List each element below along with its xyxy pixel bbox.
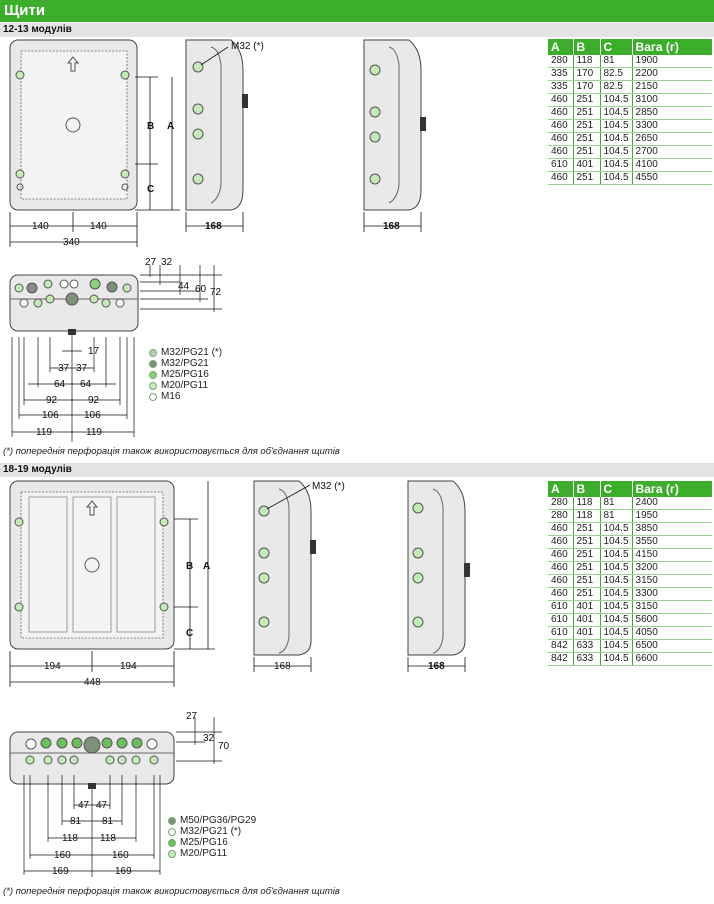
cell: 460 — [548, 575, 573, 588]
dim-160-left: 160 — [54, 850, 71, 861]
table-row — [548, 523, 712, 536]
dim-64-right: 64 — [80, 379, 92, 390]
legend-label: M25/PG16 — [180, 837, 228, 848]
cell: 104.5 — [600, 94, 632, 107]
cell: 1950 — [632, 510, 712, 523]
cell: 104.5 — [600, 523, 632, 536]
cell: 2400 — [632, 497, 712, 510]
dim-c-label: C — [186, 628, 194, 639]
col-header-b: B — [573, 481, 600, 497]
dim-169-right: 169 — [115, 866, 132, 877]
cell: 82.5 — [600, 68, 632, 81]
drawing-18-19-views — [0, 477, 540, 882]
cell: 251 — [573, 562, 600, 575]
cell: 2850 — [632, 107, 712, 120]
footnote-12-13: (*) попереднія перфорація також використовується для об'єднання щитів — [3, 446, 340, 457]
cell: 118 — [573, 55, 600, 68]
cell: 2200 — [632, 68, 712, 81]
dim-169-left: 169 — [52, 866, 69, 877]
dim-70: 70 — [218, 741, 230, 752]
cell: 460 — [548, 549, 573, 562]
table-row — [548, 107, 712, 120]
legend-item — [168, 815, 256, 826]
table-row — [548, 172, 712, 185]
legend-item — [168, 848, 256, 859]
cell: 842 — [548, 653, 573, 666]
drawing-12-13-views — [0, 37, 540, 462]
dim-37-left: 37 — [58, 363, 70, 374]
cell: 2150 — [632, 81, 712, 94]
cell: 460 — [548, 588, 573, 601]
section-header-12-13 — [0, 23, 714, 37]
legend-label: M50/PG36/PG29 — [180, 815, 257, 826]
legend-item — [149, 347, 222, 358]
dim-119-left: 119 — [36, 427, 52, 438]
legend-label: M32/PG21 — [161, 358, 209, 369]
cell: 170 — [573, 68, 600, 81]
spec-table-12-13 — [548, 39, 712, 185]
cell: 4050 — [632, 627, 712, 640]
col-header-weight: Вага (г) — [632, 39, 712, 55]
cell: 401 — [573, 601, 600, 614]
dim-92-left: 92 — [46, 395, 58, 406]
cell: 460 — [548, 562, 573, 575]
cell: 251 — [573, 107, 600, 120]
page-title: Щити — [4, 2, 46, 19]
dim-168-side: 168 — [205, 221, 222, 232]
side-view-right — [408, 481, 470, 672]
cell: 460 — [548, 107, 573, 120]
legend-swatch — [149, 360, 157, 368]
legend-label: M20/PG11 — [180, 848, 228, 859]
legend-swatch — [168, 850, 176, 858]
m32-callout: M32 (*) — [312, 481, 345, 492]
bottom-view — [10, 275, 138, 335]
dim-64-left: 64 — [54, 379, 66, 390]
table-row — [548, 575, 712, 588]
dim-140-left: 140 — [32, 221, 49, 232]
dim-81-right: 81 — [102, 816, 114, 827]
dim-106-right: 106 — [84, 410, 101, 421]
dim-27-top: 27 — [145, 257, 157, 268]
cell: 104.5 — [600, 120, 632, 133]
side-view-left — [254, 481, 316, 672]
cell: 251 — [573, 120, 600, 133]
cell: 251 — [573, 575, 600, 588]
legend-item — [149, 369, 222, 380]
cell: 104.5 — [600, 133, 632, 146]
legend-swatch — [149, 393, 157, 401]
cell: 2650 — [632, 133, 712, 146]
dim-92-right: 92 — [88, 395, 100, 406]
cell: 104.5 — [600, 562, 632, 575]
front-view — [10, 481, 174, 649]
cell: 5600 — [632, 614, 712, 627]
title-bar — [0, 0, 714, 22]
section-header-18-19 — [0, 463, 714, 477]
cell: 170 — [573, 81, 600, 94]
cell: 3300 — [632, 120, 712, 133]
dim-c-label: C — [147, 184, 155, 195]
cell: 118 — [573, 510, 600, 523]
table-row — [548, 497, 712, 510]
dim-140-right: 140 — [90, 221, 107, 232]
cell: 610 — [548, 627, 573, 640]
legend-label: M32/PG21 (*) — [180, 826, 242, 837]
cell: 104.5 — [600, 107, 632, 120]
cell: 460 — [548, 172, 573, 185]
cell: 460 — [548, 536, 573, 549]
side-view-left — [186, 40, 248, 232]
cell: 82.5 — [600, 81, 632, 94]
legend-item — [149, 391, 222, 402]
legend-item — [149, 380, 222, 391]
dim-60: 60 — [195, 284, 207, 295]
dim-194-left: 194 — [44, 661, 61, 672]
cell: 401 — [573, 159, 600, 172]
dim-168-side-2: 168 — [428, 661, 445, 672]
dim-32-top: 32 — [161, 257, 173, 268]
table-body — [548, 497, 712, 666]
legend-18-19 — [168, 815, 256, 859]
table-row — [548, 94, 712, 107]
cell: 4150 — [632, 549, 712, 562]
table-row — [548, 549, 712, 562]
legend-swatch — [149, 382, 157, 390]
cell: 610 — [548, 601, 573, 614]
table-body — [548, 55, 712, 185]
table-row — [548, 146, 712, 159]
cell: 104.5 — [600, 172, 632, 185]
legend-item — [168, 826, 256, 837]
legend-item — [168, 837, 256, 848]
cell: 401 — [573, 614, 600, 627]
dim-119-right: 119 — [86, 427, 102, 438]
cell: 251 — [573, 172, 600, 185]
col-header-weight: Вага (г) — [632, 481, 712, 497]
col-header-c: C — [600, 481, 632, 497]
cell: 104.5 — [600, 588, 632, 601]
cell: 610 — [548, 159, 573, 172]
col-header-c: C — [600, 39, 632, 55]
bottom-view — [10, 732, 174, 789]
table-row — [548, 81, 712, 94]
cell: 460 — [548, 120, 573, 133]
cell: 401 — [573, 627, 600, 640]
cell: 335 — [548, 68, 573, 81]
legend-12-13 — [149, 347, 222, 402]
cell: 104.5 — [600, 575, 632, 588]
dim-118-right: 118 — [100, 833, 116, 844]
cell: 633 — [573, 653, 600, 666]
table-row — [548, 601, 712, 614]
cell: 460 — [548, 133, 573, 146]
dim-37-right: 37 — [76, 363, 88, 374]
cell: 2700 — [632, 146, 712, 159]
cell: 280 — [548, 55, 573, 68]
legend-swatch — [168, 828, 176, 836]
cell: 104.5 — [600, 536, 632, 549]
table-row — [548, 159, 712, 172]
cell: 104.5 — [600, 601, 632, 614]
cell: 335 — [548, 81, 573, 94]
footnote-18-19: (*) попереднія перфорація також використовується для об'єднання щитів — [3, 886, 340, 897]
dim-160-right: 160 — [112, 850, 129, 861]
cell: 460 — [548, 94, 573, 107]
front-view — [10, 40, 137, 210]
legend-label: M25/PG16 — [161, 369, 209, 380]
table-row — [548, 640, 712, 653]
cell: 251 — [573, 94, 600, 107]
dim-81-left: 81 — [70, 816, 82, 827]
table-row — [548, 562, 712, 575]
table-row — [548, 68, 712, 81]
cell: 3150 — [632, 575, 712, 588]
table-row — [548, 588, 712, 601]
dim-118-left: 118 — [62, 833, 78, 844]
cell: 81 — [600, 55, 632, 68]
dim-b-label: B — [147, 121, 155, 132]
cell: 3200 — [632, 562, 712, 575]
legend-label: M16 — [161, 391, 181, 402]
legend-swatch — [168, 839, 176, 847]
cell: 6500 — [632, 640, 712, 653]
legend-label: M20/PG11 — [161, 380, 209, 391]
cell: 3550 — [632, 536, 712, 549]
dim-17: 17 — [88, 346, 100, 357]
dim-72: 72 — [210, 287, 222, 298]
col-header-a: A — [548, 39, 573, 55]
legend-swatch — [168, 817, 176, 825]
dim-32-top: 32 — [203, 733, 215, 744]
cell: 3850 — [632, 523, 712, 536]
cell: 251 — [573, 523, 600, 536]
cell: 251 — [573, 588, 600, 601]
cell: 104.5 — [600, 627, 632, 640]
cell: 1900 — [632, 55, 712, 68]
table-row — [548, 133, 712, 146]
legend-swatch — [149, 349, 157, 357]
legend-swatch — [149, 371, 157, 379]
col-header-a: A — [548, 481, 573, 497]
col-header-b: B — [573, 39, 600, 55]
spec-table-18-19 — [548, 481, 712, 666]
cell: 610 — [548, 614, 573, 627]
cell: 3300 — [632, 588, 712, 601]
table-row — [548, 55, 712, 68]
cell: 3100 — [632, 94, 712, 107]
cell: 251 — [573, 536, 600, 549]
cell: 251 — [573, 146, 600, 159]
table-row — [548, 614, 712, 627]
table-row — [548, 510, 712, 523]
m32-callout: M32 (*) — [231, 41, 264, 52]
dim-448: 448 — [84, 677, 101, 688]
cell: 842 — [548, 640, 573, 653]
cell: 251 — [573, 133, 600, 146]
cell: 81 — [600, 510, 632, 523]
legend-item — [149, 358, 222, 369]
dim-47-left: 47 — [78, 800, 90, 811]
cell: 460 — [548, 146, 573, 159]
cell: 251 — [573, 549, 600, 562]
cell: 3150 — [632, 601, 712, 614]
table-row — [548, 120, 712, 133]
dim-47-right: 47 — [96, 800, 108, 811]
cell: 280 — [548, 497, 573, 510]
cell: 4550 — [632, 172, 712, 185]
cell: 118 — [573, 497, 600, 510]
cell: 104.5 — [600, 549, 632, 562]
dim-44: 44 — [178, 281, 190, 292]
cell: 104.5 — [600, 653, 632, 666]
dim-194-right: 194 — [120, 661, 137, 672]
dim-168-side: 168 — [274, 661, 291, 672]
cell: 104.5 — [600, 614, 632, 627]
cell: 104.5 — [600, 640, 632, 653]
dim-168-side-2: 168 — [383, 221, 400, 232]
table-row — [548, 536, 712, 549]
dim-340: 340 — [63, 237, 80, 248]
cell: 81 — [600, 497, 632, 510]
cell: 6600 — [632, 653, 712, 666]
dim-a-label: A — [167, 121, 175, 132]
section-title: 12-13 модулів — [3, 24, 72, 35]
cell: 104.5 — [600, 159, 632, 172]
cell: 460 — [548, 523, 573, 536]
dim-b-label: B — [186, 561, 194, 572]
cell: 633 — [573, 640, 600, 653]
dim-106-left: 106 — [42, 410, 59, 421]
table-row — [548, 627, 712, 640]
cell: 104.5 — [600, 146, 632, 159]
cell: 4100 — [632, 159, 712, 172]
side-view-right — [364, 40, 426, 232]
cell: 280 — [548, 510, 573, 523]
dim-a-label: A — [203, 561, 211, 572]
legend-label: M32/PG21 (*) — [161, 347, 223, 358]
table-row — [548, 653, 712, 666]
dim-27-top: 27 — [186, 711, 198, 722]
section-title: 18-19 модулів — [3, 464, 72, 475]
